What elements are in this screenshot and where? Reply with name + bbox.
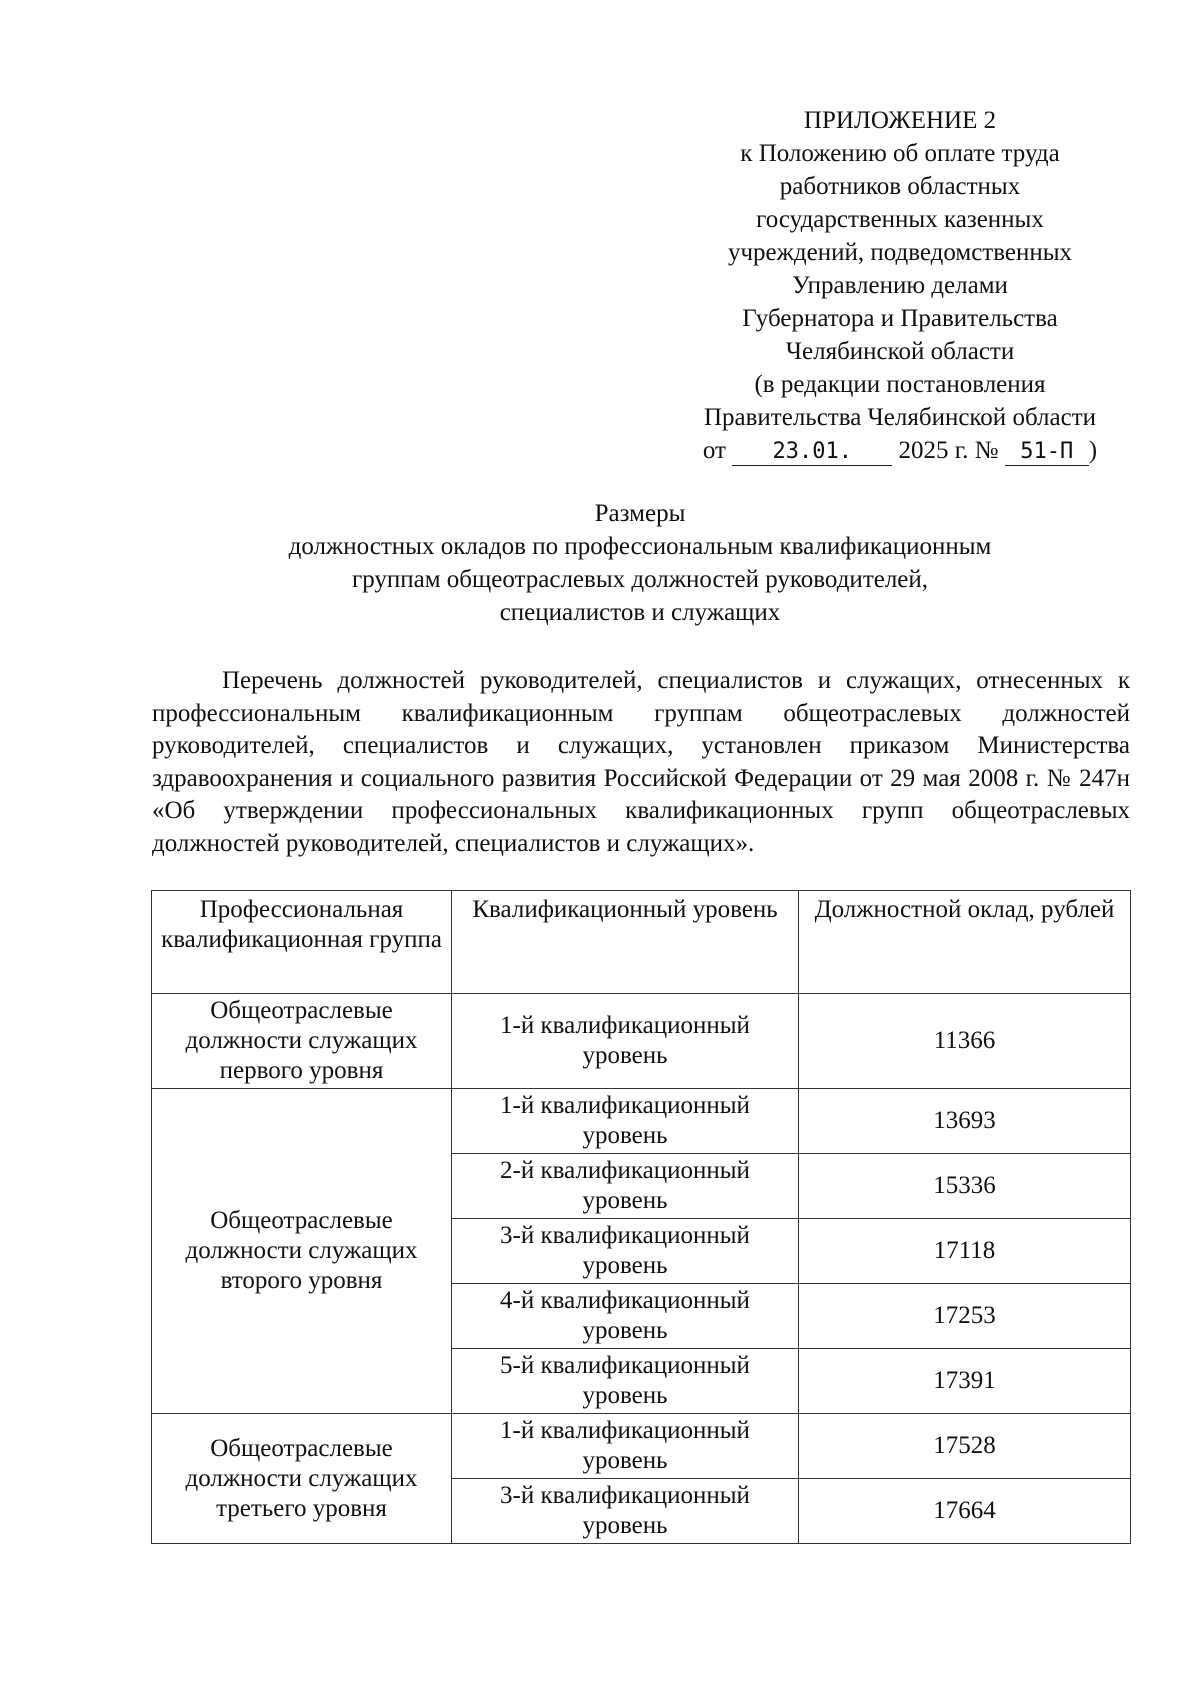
- appendix-line: Правительства Челябинской области: [703, 404, 1097, 431]
- appendix-line: Управлению делами: [792, 272, 1008, 299]
- title-line: Размеры: [594, 500, 686, 527]
- appendix-line: Челябинской области: [785, 338, 1015, 365]
- salary-cell: 15336: [799, 1154, 1131, 1219]
- level-cell: 4-й квалификационный уровень: [452, 1284, 799, 1349]
- number-field: 51-П: [1005, 439, 1089, 466]
- date-field: 23.01.: [732, 439, 892, 466]
- intro-paragraph: Перечень должностей руководителей, специалистов и служащих, отнесенных к профессиональным квалификационным группам общеотраслевых должностей руководителей, специалистов и служащих, установлен приказом Министерства здравоохранения и социального развития Российской Федерации от 29 мая 2008 г. № 247н «Об утверждении профессиональных квалификационных групп общеотраслевых должностей руководителей, специалистов и служащих».: [152, 667, 1130, 857]
- group-cell: Общеотраслевые должности служащих третьего уровня: [152, 1414, 452, 1544]
- appendix-line: работников областных: [779, 173, 1021, 200]
- header-level: Квалификационный уровень: [452, 891, 799, 994]
- header-group: Профессиональная квалификационная группа: [152, 891, 452, 994]
- appendix-line: учреждений, подведомственных: [727, 239, 1073, 266]
- salary-cell: 13693: [799, 1089, 1131, 1154]
- document-title: [150, 497, 1130, 629]
- title-line: группам общеотраслевых должностей руководителей,: [351, 566, 929, 593]
- table-row: [152, 1414, 1131, 1479]
- salary-cell: 17253: [799, 1284, 1131, 1349]
- title-line: должностных окладов по профессиональным квалификационным: [288, 533, 992, 560]
- table-row: [152, 1089, 1131, 1154]
- level-cell: 3-й квалификационный уровень: [452, 1479, 799, 1544]
- salary-cell: 17118: [799, 1219, 1131, 1284]
- level-cell: 5-й квалификационный уровень: [452, 1349, 799, 1414]
- salary-table: [151, 890, 1131, 1544]
- appendix-line: государственных казенных: [756, 206, 1044, 233]
- appendix-line: к Положению об оплате труда: [740, 140, 1060, 167]
- level-cell: 1-й квалификационный уровень: [452, 994, 799, 1089]
- level-cell: 1-й квалификационный уровень: [452, 1414, 799, 1479]
- salary-cell: 17664: [799, 1479, 1131, 1544]
- table-row: [152, 994, 1131, 1089]
- header-salary: Должностной оклад, рублей: [799, 891, 1131, 994]
- salary-cell: 17391: [799, 1349, 1131, 1414]
- title-line: специалистов и служащих: [499, 599, 781, 626]
- date-year: 2025 г. №: [898, 437, 999, 464]
- appendix-date-line: [660, 434, 1140, 467]
- salary-cell: 11366: [799, 994, 1131, 1089]
- level-cell: 2-й квалификационный уровень: [452, 1154, 799, 1219]
- table-header-row: [152, 891, 1131, 994]
- appendix-line: Губернатора и Правительства: [742, 305, 1058, 332]
- date-suffix: ): [1088, 437, 1098, 464]
- date-prefix: от: [702, 437, 726, 464]
- group-cell: Общеотраслевые должности служащих первого уровня: [152, 994, 452, 1089]
- level-cell: 3-й квалификационный уровень: [452, 1219, 799, 1284]
- appendix-block: [660, 104, 1140, 467]
- group-cell: Общеотраслевые должности служащих второго уровня: [152, 1089, 452, 1414]
- salary-cell: 17528: [799, 1414, 1131, 1479]
- level-cell: 1-й квалификационный уровень: [452, 1089, 799, 1154]
- appendix-line: (в редакции постановления: [754, 371, 1046, 398]
- appendix-title: ПРИЛОЖЕНИЕ 2: [803, 107, 997, 134]
